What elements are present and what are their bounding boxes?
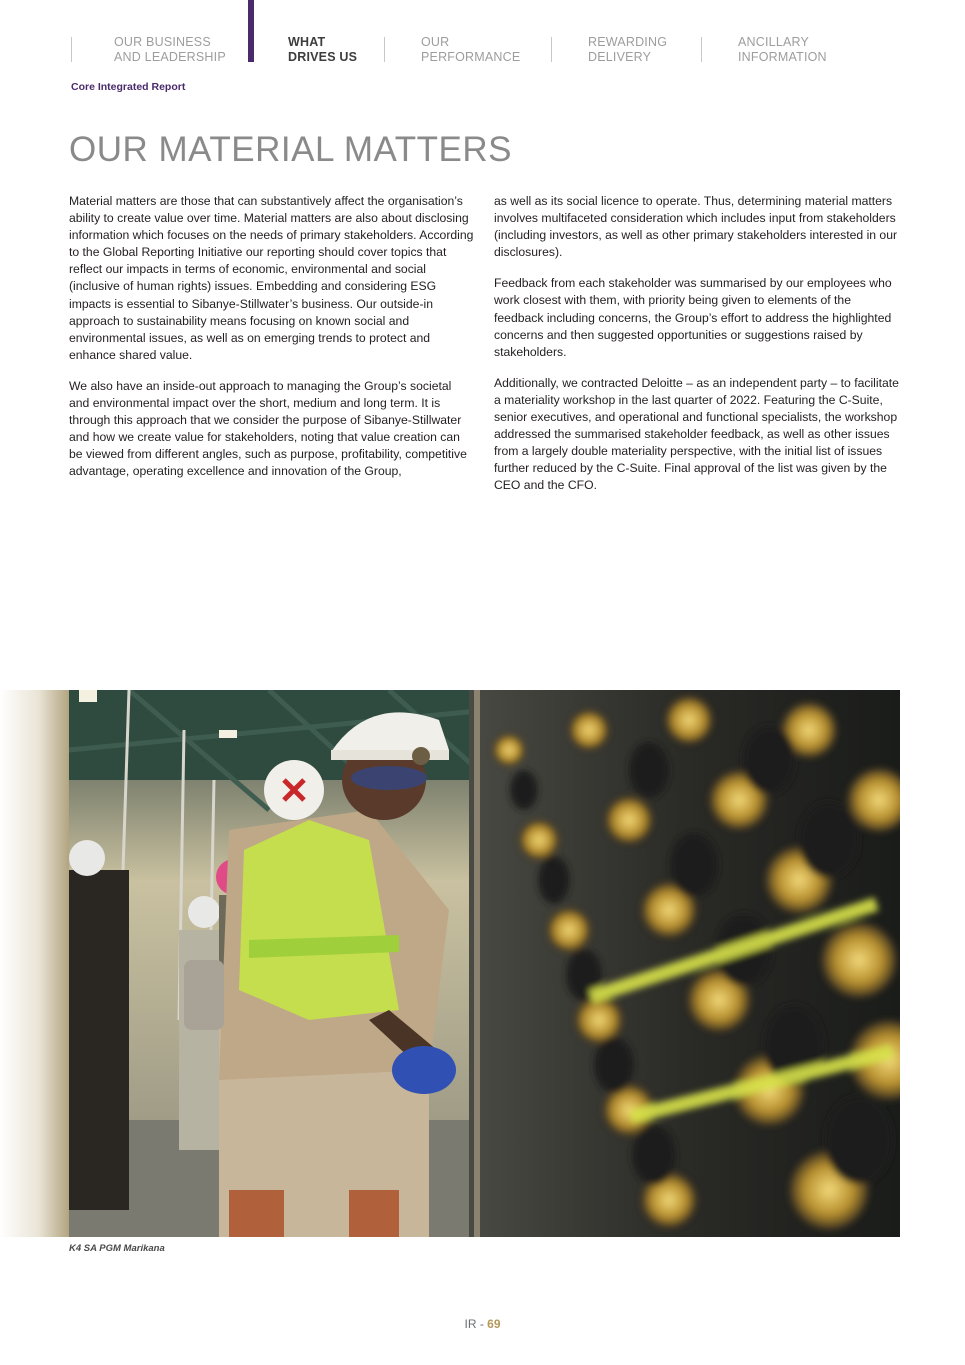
body-column-right — [494, 193, 900, 509]
nav-item-label: ANCILLARY — [738, 35, 810, 49]
page-footer — [0, 1317, 965, 1331]
nav-item-our-performance[interactable] — [421, 35, 520, 65]
paragraph: Additionally, we contracted Deloitte – as an independent party – to facilitate a materiality workshop in the last quarter of 2022. Featuring the C-Suite, senior executives, and operational and functional specialists, the workshop addressed the summarised stakeholder feedback, as well as other issues from a largely double materiality perspective, with the initial list of issues further reduced by the C-Suite. Final approval of the list was given by the CEO and the CFO. — [494, 375, 899, 493]
report-label: Core Integrated Report — [71, 81, 186, 93]
paragraph: Material matters are those that can substantively affect the organisation’s ability to create value over time. Material matters are also about disclosing information which focuses on the needs of primary stakeholders. According to the Global Reporting Initiative our reporting should cover topics that reflect our impacts in terms of economic, environmental and social (inclusive of human rights) issues. Embedding and considering ESG impacts is essential to Sibanye-Stillwater’s business. Our outside-in approach to sustainability means focusing on known social and environmental issues, as well as on emerging trends to protect and enhance shared value. — [69, 194, 474, 362]
nav-item-label: DELIVERY — [588, 50, 652, 64]
nav-item-label: PERFORMANCE — [421, 50, 521, 64]
nav-separator — [551, 37, 552, 62]
nav-active-indicator — [248, 0, 254, 62]
paragraph: We also have an inside-out approach to managing the Group’s societal and environmental impact over the short, medium and long term. It is through this approach that we consider the purpose of Sibanye-Stillwater and how we create value for stakeholders, noting that value creation can be viewed from different angles, such as purpose, profitability, competitive advantage, operating excellence and innovation of the Group, — [69, 378, 467, 479]
body-column-left — [69, 193, 474, 495]
nav-item-label: OUR BUSINESS — [114, 35, 211, 49]
nav-item-label: OUR — [421, 35, 450, 49]
paragraph: Feedback from each stakeholder was summarised by our employees who work closest with them, with priority being given to elements of the feedback including concerns, the Group’s effort to address the highlighted concerns and then suggested opportunities or suggestions raised by stakeholders. — [494, 276, 892, 359]
photo-caption: K4 SA PGM Marikana — [69, 1243, 165, 1254]
footer-prefix: IR - — [464, 1317, 488, 1331]
nav-item-what-drives-us[interactable] — [288, 35, 357, 65]
nav-separator — [701, 37, 702, 62]
page-number: 69 — [487, 1317, 501, 1331]
nav-item-label: AND LEADERSHIP — [114, 50, 226, 64]
photo-gradient-edge — [0, 690, 70, 1237]
nav-item-label: INFORMATION — [738, 50, 827, 64]
nav-item-our-business[interactable] — [114, 35, 226, 65]
nav-item-label: WHAT — [288, 35, 326, 49]
nav-separator — [71, 37, 72, 62]
nav-item-ancillary-information[interactable] — [738, 35, 827, 65]
page-title: OUR MATERIAL MATTERS — [69, 130, 512, 169]
nav-item-rewarding-delivery[interactable] — [588, 35, 667, 65]
photo-mine-lamp-room — [69, 690, 900, 1237]
nav-separator — [384, 37, 385, 62]
top-navigation — [0, 0, 965, 70]
paragraph: as well as its social licence to operate. Thus, determining material matters involves multifaceted consideration which includes input from stakeholders (including investors, as well as other primary stakeholders interested in our disclosures). — [494, 194, 898, 260]
nav-item-label: REWARDING — [588, 35, 668, 49]
nav-item-label: DRIVES US — [288, 50, 358, 64]
